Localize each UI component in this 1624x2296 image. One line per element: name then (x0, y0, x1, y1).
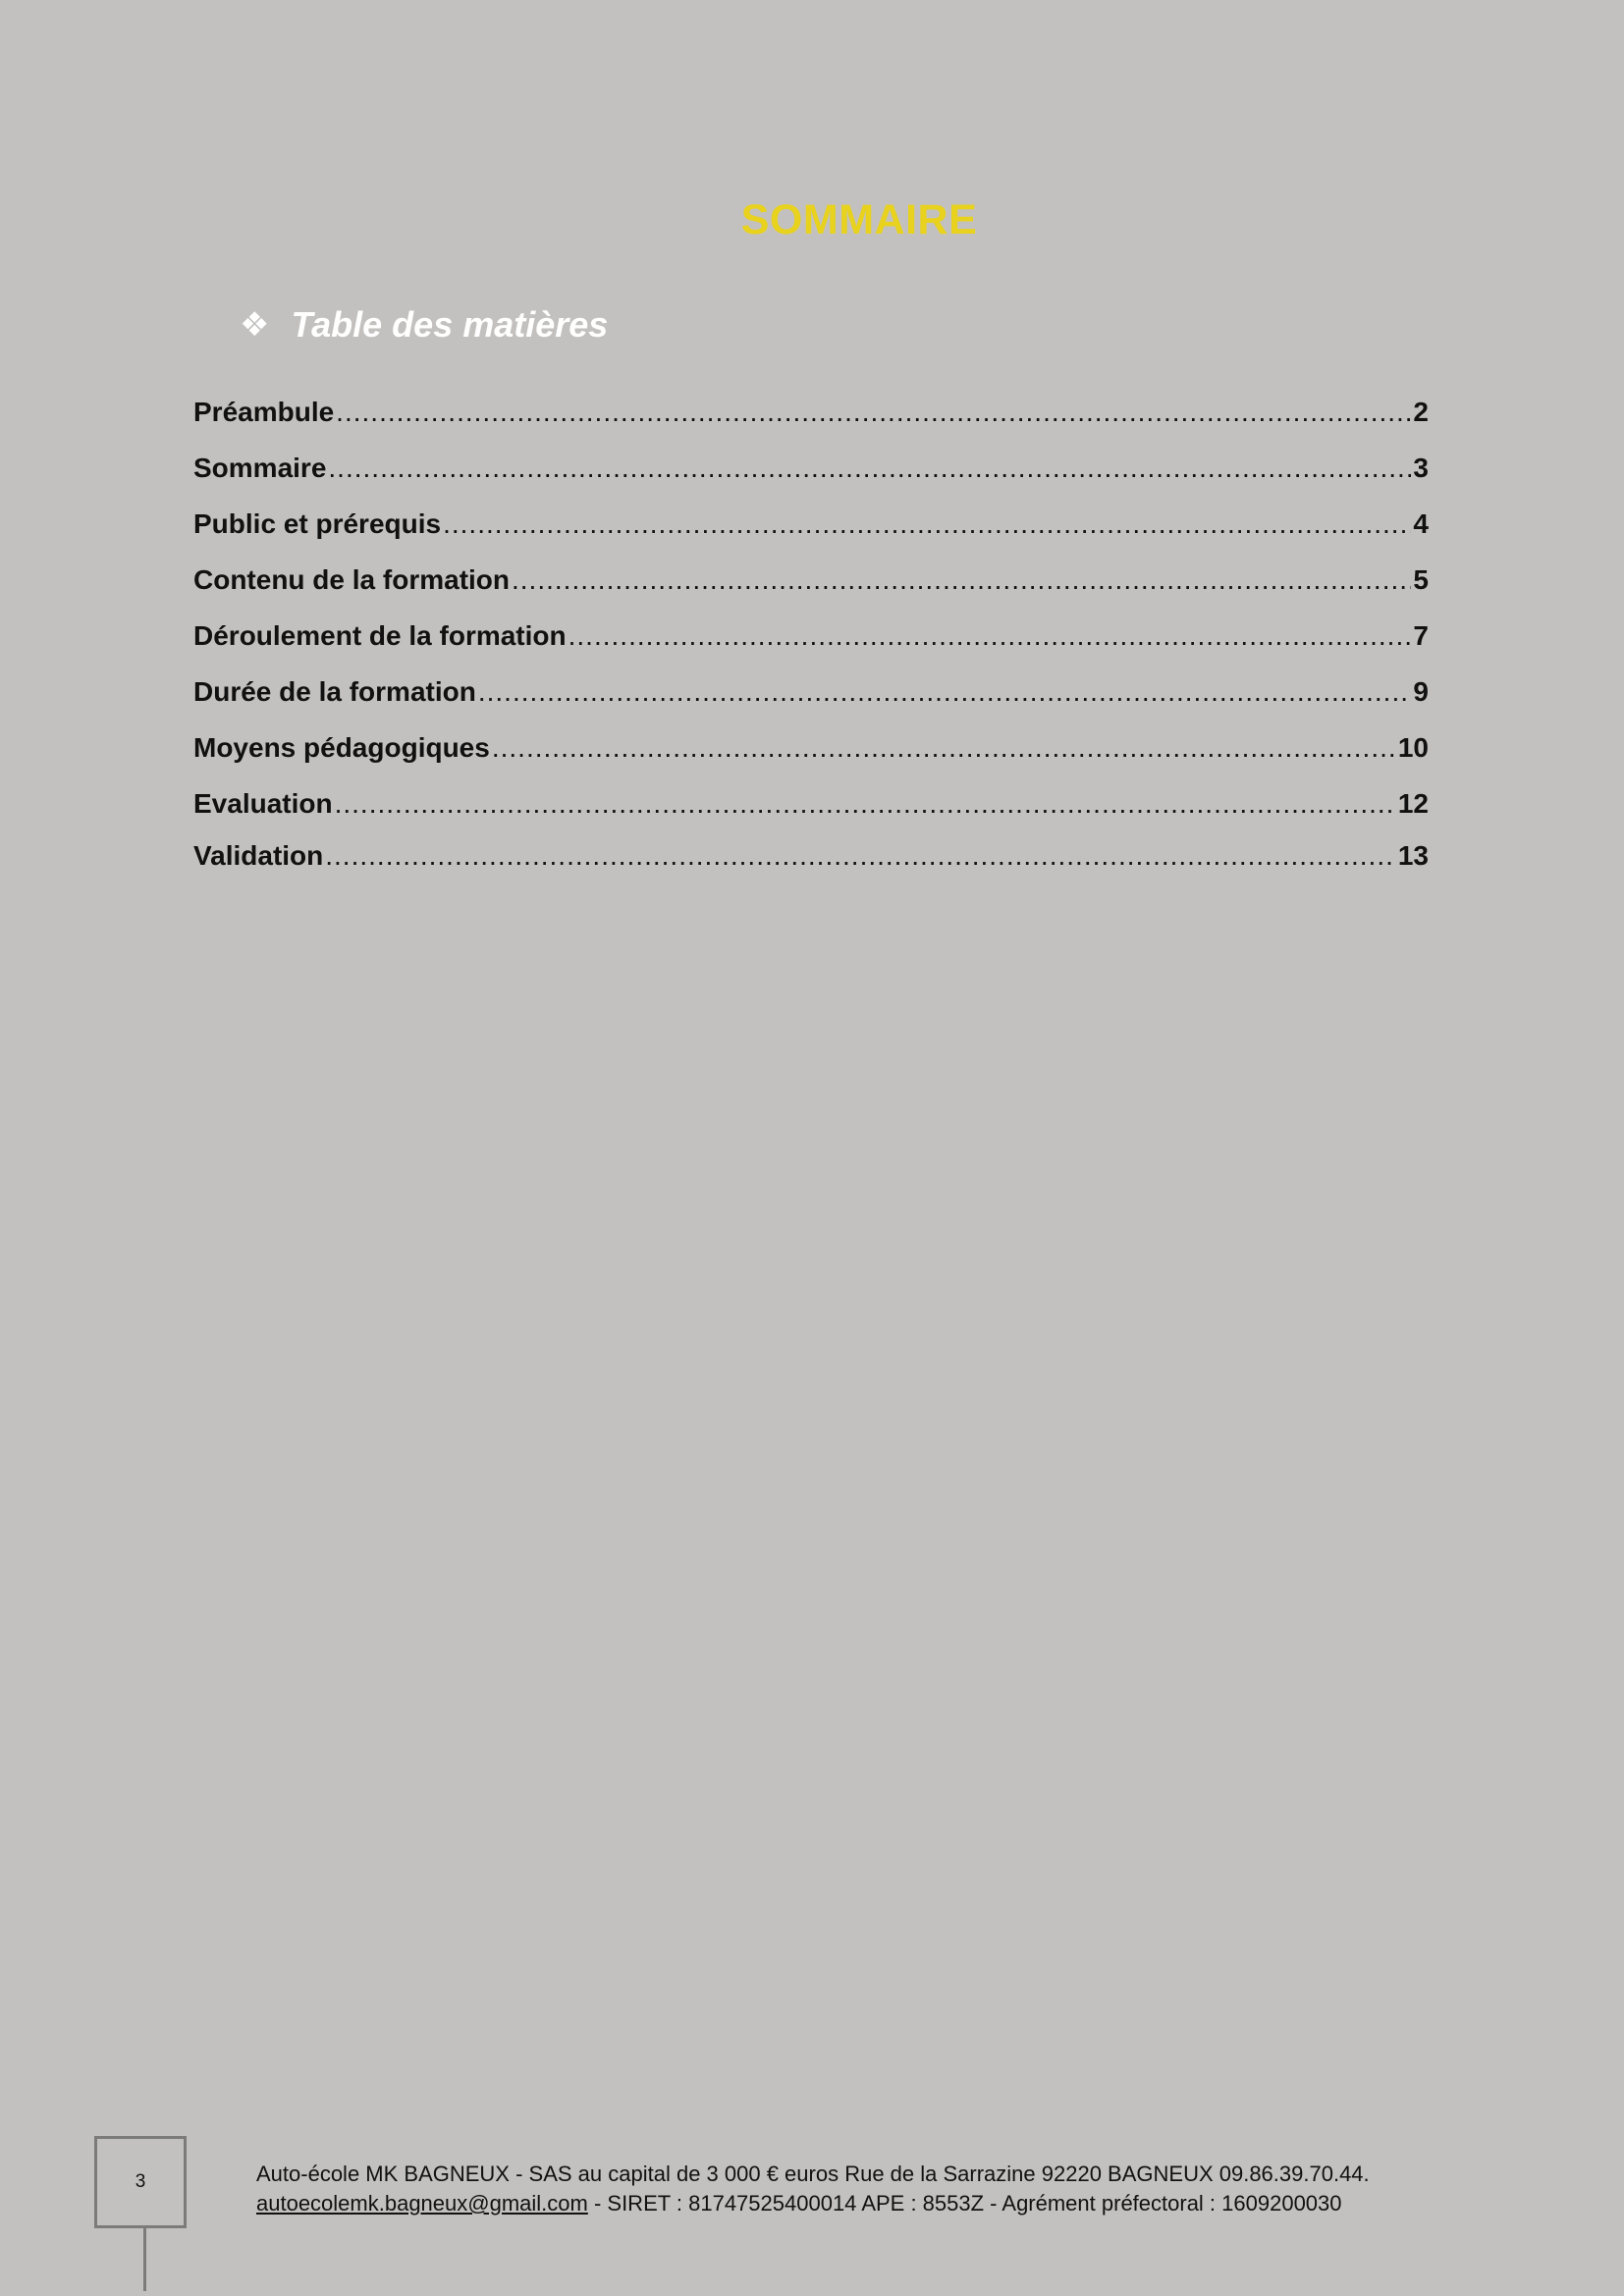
toc-entry-evaluation[interactable] (193, 788, 1429, 820)
toc-heading-text: Table des matières (291, 304, 609, 345)
toc-entry-page: 12 (1397, 788, 1429, 819)
toc-entry-sommaire[interactable] (193, 453, 1429, 484)
toc-entry-label: Déroulement de la formation (193, 620, 567, 651)
toc-entry-page: 7 (1413, 620, 1429, 651)
dot-leader (325, 840, 1396, 872)
toc-entry-label: Préambule (193, 397, 335, 427)
toc-entry-label: Contenu de la formation (193, 564, 510, 595)
toc-entry-label: Sommaire (193, 453, 327, 483)
toc-entry-label: Evaluation (193, 788, 333, 819)
toc-entry-label: Public et prérequis (193, 508, 442, 539)
footer-email-link[interactable]: autoecolemk.bagneux@gmail.com (256, 2191, 588, 2216)
toc-entry-page: 3 (1413, 453, 1429, 483)
page-title: SOMMAIRE (740, 196, 978, 243)
dot-leader (512, 564, 1411, 596)
footer-line-2 (256, 2189, 1435, 2218)
dot-leader (568, 620, 1412, 652)
dot-leader (336, 397, 1411, 428)
footer (256, 2160, 1435, 2218)
toc-entry-page: 4 (1413, 508, 1429, 539)
toc-entry-page: 13 (1397, 840, 1429, 871)
footer-line-1: Auto-école MK BAGNEUX - SAS au capital de 3 000 € euros Rue de la Sarrazine 92220 BAGNEUX 09.86.39.70.44. (256, 2162, 1370, 2186)
table-of-contents (193, 397, 1429, 872)
toc-entry-public[interactable] (193, 508, 1429, 540)
page-number-line (143, 2228, 146, 2291)
toc-entry-moyens[interactable] (193, 732, 1429, 764)
toc-entry-label: Moyens pédagogiques (193, 732, 490, 763)
toc-entry-page: 9 (1413, 676, 1429, 707)
toc-entry-label: Durée de la formation (193, 676, 476, 707)
footer-legal-info: - SIRET : 81747525400014 APE : 8553Z - Agrément préfectoral : 1609200030 (587, 2191, 1342, 2216)
dot-leader (443, 508, 1411, 540)
toc-entry-label: Validation (193, 840, 324, 871)
toc-heading (240, 304, 608, 346)
page-number-box (94, 2136, 187, 2228)
diamond-bullet-icon: ❖ (240, 306, 270, 344)
toc-entry-page: 10 (1397, 732, 1429, 763)
dot-leader (492, 732, 1396, 764)
dot-leader (328, 453, 1411, 484)
toc-entry-contenu[interactable] (193, 564, 1429, 596)
toc-entry-deroulement[interactable] (193, 620, 1429, 652)
toc-entry-page: 2 (1413, 397, 1429, 427)
toc-entry-page: 5 (1413, 564, 1429, 595)
dot-leader (335, 788, 1396, 820)
toc-entry-duree[interactable] (193, 676, 1429, 708)
toc-entry-preambule[interactable] (193, 397, 1429, 428)
page-number: 3 (135, 2171, 146, 2192)
toc-entry-validation[interactable] (193, 840, 1429, 872)
dot-leader (478, 676, 1412, 708)
